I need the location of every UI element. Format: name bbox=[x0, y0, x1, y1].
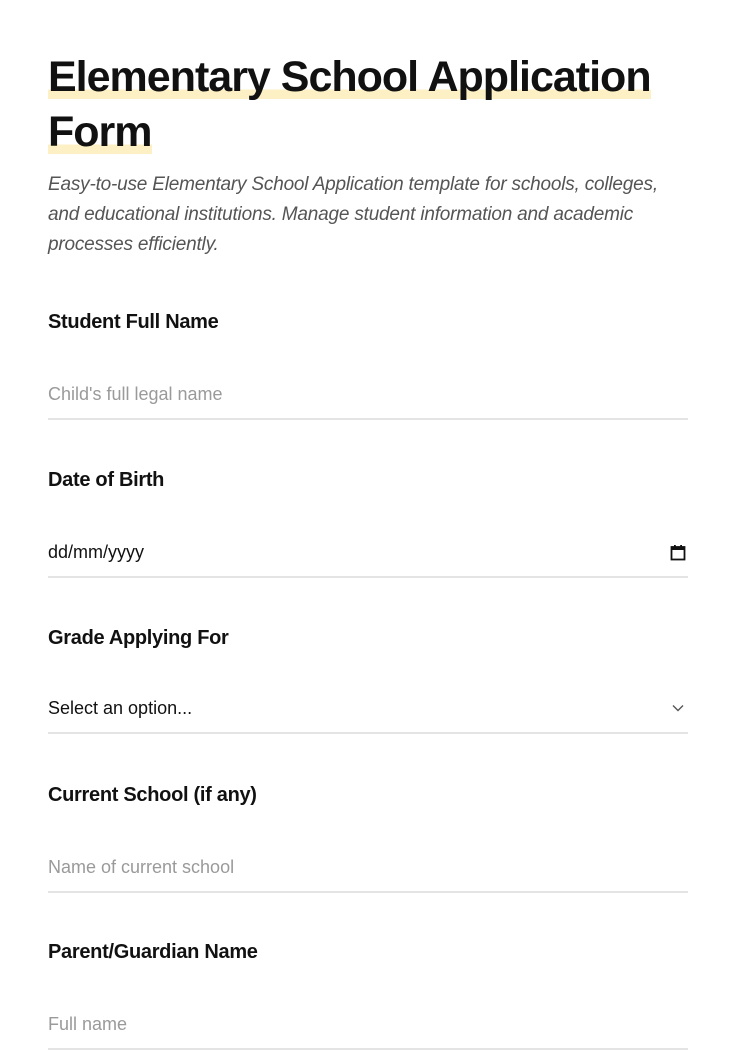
input-placeholder: Full name bbox=[48, 1014, 128, 1034]
field-current-school bbox=[48, 783, 688, 893]
calendar-icon[interactable] bbox=[670, 528, 686, 576]
field-date-of-birth bbox=[48, 468, 688, 578]
select-value: Select an option... bbox=[48, 698, 193, 718]
field-label: Current School (if any) bbox=[48, 784, 257, 806]
field-label: Parent/Guardian Name bbox=[48, 941, 258, 963]
field-label: Date of Birth bbox=[48, 469, 165, 491]
page-title: Elementary School Application Form bbox=[48, 53, 651, 156]
field-student-full-name bbox=[48, 310, 688, 420]
chevron-down-icon bbox=[672, 684, 684, 732]
grade-select[interactable] bbox=[48, 684, 688, 734]
field-label: Student Full Name bbox=[48, 311, 219, 333]
date-of-birth-input[interactable] bbox=[48, 528, 688, 578]
current-school-input[interactable] bbox=[48, 843, 688, 893]
form-description: Easy-to-use Elementary School Application template for schools, colleges, and educational institutions. Manage student information and academic processes efficiently. bbox=[48, 174, 658, 255]
field-parent-guardian-name bbox=[48, 940, 688, 1050]
student-name-input[interactable] bbox=[48, 370, 688, 420]
field-grade-applying-for bbox=[48, 626, 688, 734]
date-format-text: dd/mm/yyyy bbox=[48, 542, 145, 562]
input-placeholder: Name of current school bbox=[48, 857, 235, 877]
input-placeholder: Child's full legal name bbox=[48, 384, 223, 404]
parent-name-input[interactable] bbox=[48, 1000, 688, 1050]
form-header bbox=[48, 50, 688, 260]
field-label: Grade Applying For bbox=[48, 627, 229, 649]
